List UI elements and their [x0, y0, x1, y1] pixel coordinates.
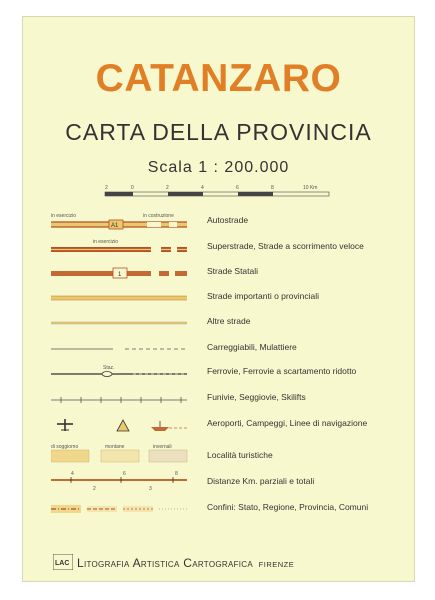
legend-row-altre-strade [51, 314, 381, 332]
legend-row-strade-provinciali [51, 289, 381, 307]
airplane-icon [57, 419, 73, 431]
legend-label: Località turistiche [207, 450, 273, 460]
localita-symbol [51, 444, 189, 464]
legend-tag: 1 [118, 272, 122, 278]
legend [23, 17, 414, 581]
legend-note: Staz. [103, 365, 115, 371]
logo-text: LAC [55, 560, 70, 567]
legend-number: 6 [123, 471, 126, 477]
scale-tick-label: 2 [166, 185, 169, 191]
altre-strade-symbol [51, 314, 189, 332]
legend-label: Confini: Stato, Regione, Provincia, Comuni [207, 502, 369, 512]
scale-tick-label: 8 [271, 185, 274, 191]
aeroporti-symbol [51, 416, 189, 434]
legend-note: invernali [153, 444, 172, 450]
legend-row-superstrade [51, 239, 381, 257]
legend-label: Aeroporti, Campeggi, Linee di navigazione [207, 418, 368, 428]
publisher-logo [53, 554, 73, 570]
legend-row-confini [51, 500, 381, 518]
scale-tick-label: 6 [236, 185, 239, 191]
cover-subtitle: CARTA DELLA PROVINCIA [65, 119, 372, 145]
publisher-name-text: Litografia Artistica Cartografica [77, 556, 254, 570]
legend-row-funivie [51, 390, 381, 408]
ferrovie-symbol [51, 364, 189, 382]
legend-row-carreggiabili [51, 340, 381, 358]
cover-title: CATANZARO [95, 57, 342, 100]
legend-label: Ferrovie, Ferrovie a scartamento ridotto [207, 366, 357, 376]
legend-note: in costruzione [143, 213, 174, 219]
scale-tick-label: 0 [131, 185, 134, 191]
strade-provinciali-symbol [51, 289, 189, 307]
legend-number: 4 [71, 471, 74, 477]
scale-tick-label: 10 Km [303, 185, 318, 191]
legend-row-localita [51, 444, 381, 464]
scale-tick-label: 2 [105, 185, 108, 191]
scale-label: Scala 1 : 200.000 [147, 159, 290, 176]
legend-label: Altre strade [207, 316, 251, 326]
legend-label: Autostrade [207, 215, 249, 225]
publisher-city: FIRENZE [258, 560, 295, 569]
legend-number: 2 [93, 486, 96, 492]
strade-statali-symbol [51, 264, 189, 282]
legend-row-distanze [51, 470, 381, 492]
legend-label: Carreggiabili, Mulattiere [207, 342, 297, 352]
legend-label: Funivie, Seggiovie, Skilifts [207, 392, 306, 402]
legend-note: in esercizio [51, 213, 77, 219]
map-cover [22, 16, 415, 582]
legend-label: Strade importanti o provinciali [207, 291, 319, 301]
legend-label: Strade Statali [207, 266, 259, 276]
autostrade-symbol [51, 213, 189, 231]
legend-tag: A1 [111, 223, 119, 229]
legend-row-ferrovie [51, 364, 381, 382]
legend-row-strade-statali [51, 264, 381, 282]
publisher-footer [23, 554, 414, 574]
ship-icon [151, 421, 187, 431]
legend-number: 8 [175, 471, 178, 477]
scale-tick-label: 4 [201, 185, 204, 191]
legend-row-aeroporti [51, 416, 381, 434]
funivie-symbol [51, 390, 189, 408]
legend-number: 3 [149, 486, 152, 492]
distanze-symbol [51, 470, 189, 492]
legend-label: Superstrade, Strade a scorrimento veloce [207, 241, 364, 251]
legend-note: di soggiorno [51, 444, 79, 450]
legend-label: Distanze Km. parziali e totali [207, 476, 315, 486]
publisher-name [77, 556, 294, 570]
confini-symbol [51, 500, 189, 518]
legend-note: montane [105, 444, 125, 450]
legend-row-autostrade [51, 213, 381, 231]
superstrade-symbol [51, 239, 189, 257]
legend-note: in esercizio [93, 239, 119, 245]
campsite-icon [117, 420, 129, 431]
carreggiabili-symbol [51, 340, 189, 358]
